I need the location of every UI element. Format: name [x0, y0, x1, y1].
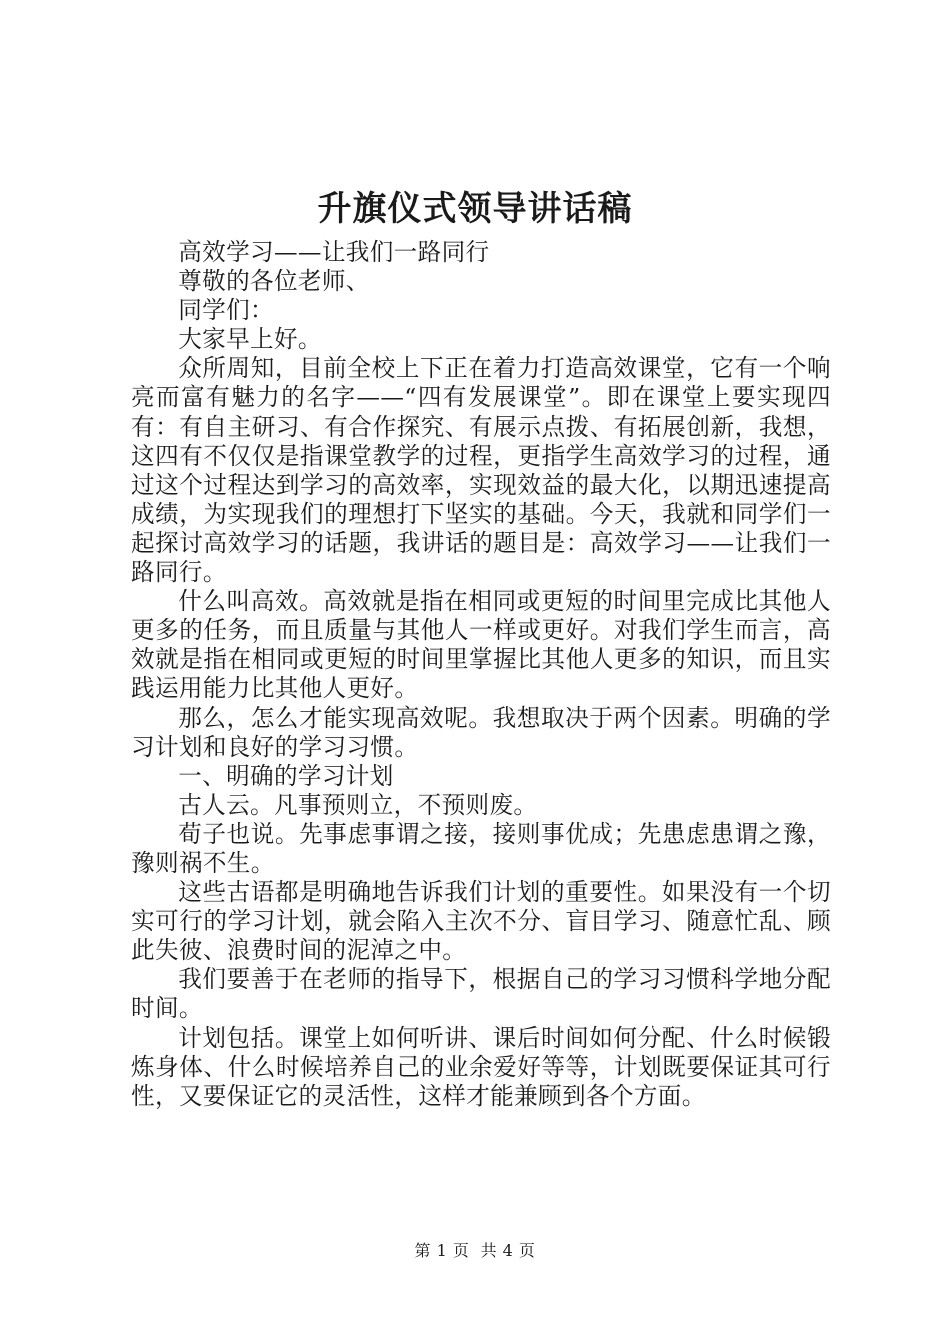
salutation-line: 尊敬的各位老师、: [178, 267, 370, 296]
body-paragraph: 什么叫高效。高效就是指在相同或更短的时间里完成比其他人更多的任务，而且质量与其他人一样或更好。对我们学生而言，高效就是指在相同或更短的时间里掌握比其他人更多的知识，而且实践运用能力比其他人更好。: [131, 587, 831, 703]
body-paragraph: 我们要善于在老师的指导下，根据自己的学习习惯科学地分配时间。: [131, 965, 831, 1023]
body-paragraph: 荀子也说。先事虑事谓之接，接则事优成；先患虑患谓之豫，豫则祸不生。: [131, 819, 831, 877]
salutation-line: 同学们：: [178, 296, 274, 325]
page-number-label: 第 1 页 共 4 页: [414, 1241, 536, 1260]
body-paragraph: 古人云。凡事预则立，不预则废。: [178, 790, 538, 819]
section-heading: 一、明确的学习计划: [178, 761, 394, 790]
document-title: 升旗仪式领导讲话稿: [317, 189, 633, 229]
body-paragraph: 众所周知，目前全校上下正在着力打造高效课堂，它有一个响亮而富有魅力的名字——“四有发展课堂”。即在课堂上要实现四有：有自主研习、有合作探究、有展示点拨、有拓展创新，我想，这四有不仅仅是指课堂教学的过程，更指学生高效学习的过程，通过这个过程达到学习的高效率，实现效益的最大化，以期迅速提高成绩，为实现我们的理想打下坚实的基础。今天，我就和同学们一起探讨高效学习的话题，我讲话的题目是：高效学习——让我们一路同行。: [131, 354, 831, 587]
page-footer: [0, 1240, 950, 1262]
greeting-line: 大家早上好。: [178, 325, 322, 354]
subtitle-paragraph: 高效学习——让我们一路同行: [178, 238, 490, 266]
body-paragraph: 计划包括。课堂上如何听讲、课后时间如何分配、什么时候锻炼身体、什么时候培养自己的业余爱好等等，计划既要保证其可行性，又要保证它的灵活性，这样才能兼顾到各个方面。: [131, 1023, 831, 1110]
body-paragraph: 这些古语都是明确地告诉我们计划的重要性。如果没有一个切实可行的学习计划，就会陷入主次不分、盲目学习、随意忙乱、顾此失彼、浪费时间的泥淖之中。: [131, 878, 831, 965]
body-paragraph: 那么，怎么才能实现高效呢。我想取决于两个因素。明确的学习计划和良好的学习习惯。: [131, 703, 831, 761]
document-body: [131, 238, 831, 1111]
